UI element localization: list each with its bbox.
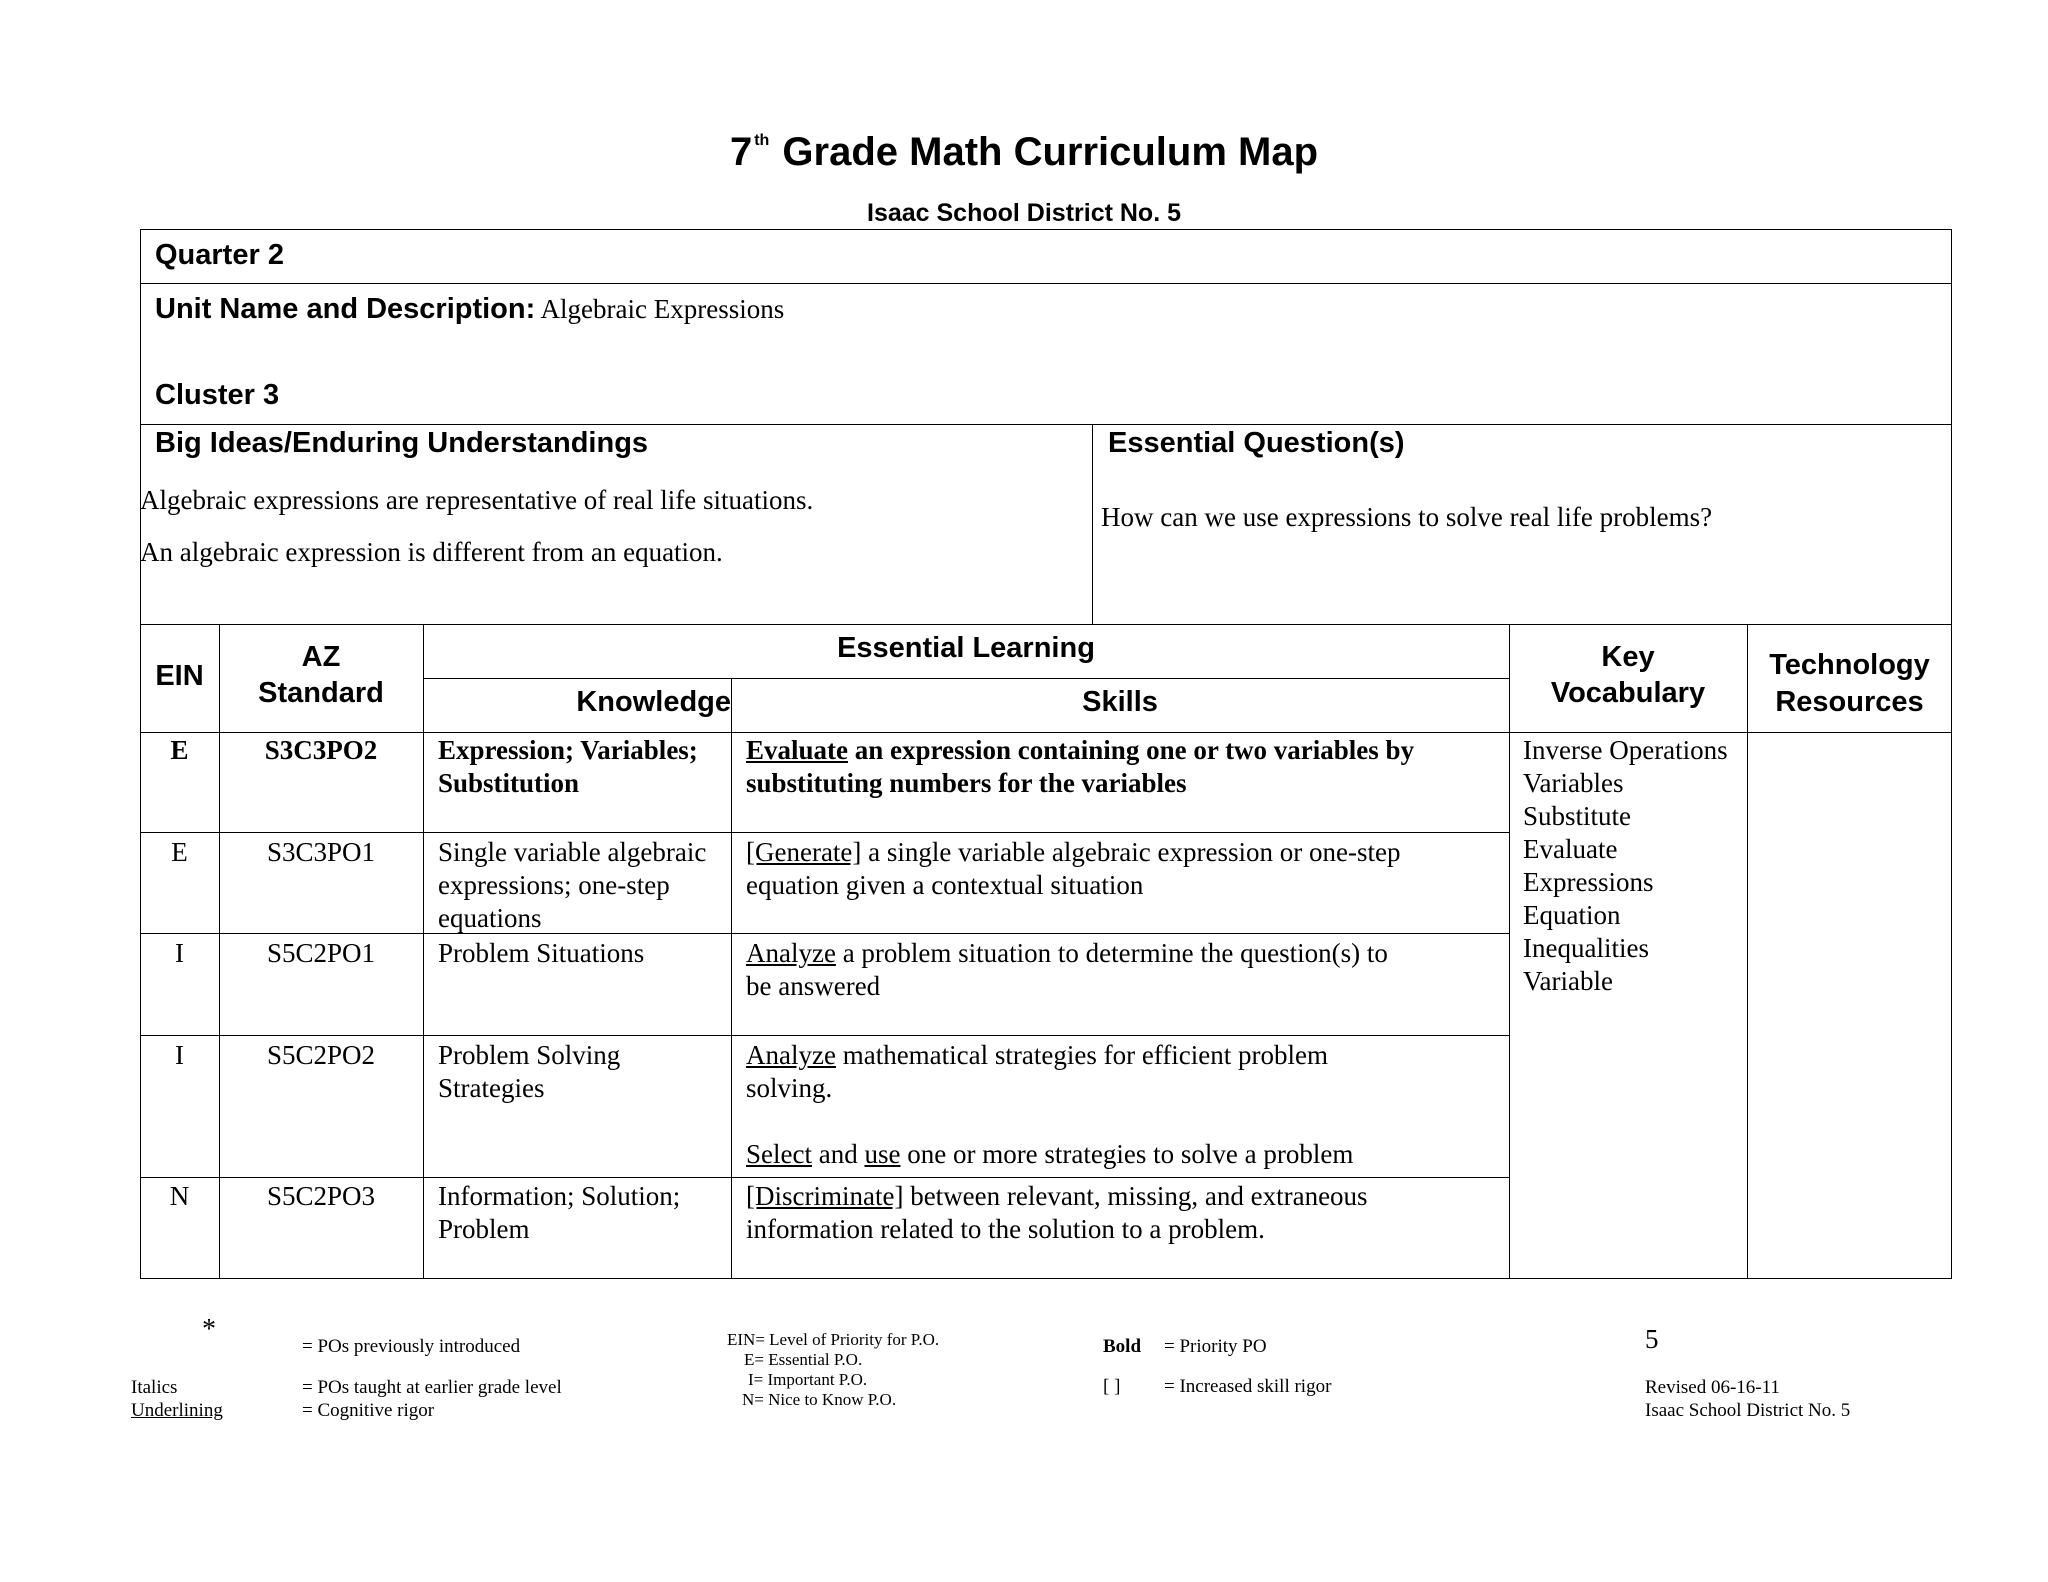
skills-cell: [Discriminate] between relevant, missing, and extraneous information related to the solution to a problem. bbox=[746, 1181, 1368, 1244]
ein-cell: I bbox=[175, 938, 184, 968]
legend-asterisk-desc: = POs previously introduced bbox=[302, 1336, 521, 1357]
legend-ein: EIN= Level of Priority for P.O. E= Essential P.O. I= Important P.O. N= Nice to Know P.O. bbox=[727, 1330, 940, 1409]
ein-cell: E bbox=[171, 837, 188, 867]
vocabulary-item: Variables bbox=[1523, 768, 1624, 798]
vocabulary-item: Equation bbox=[1523, 900, 1621, 930]
az-standard-header-2: Standard bbox=[258, 677, 384, 709]
ein-cell: I bbox=[175, 1040, 184, 1070]
page-subtitle: Isaac School District No. 5 bbox=[867, 199, 1181, 227]
skills-cell: Analyze mathematical strategies for efficient problem solving. Select and use one or more strategies to solve a problem bbox=[746, 1040, 1354, 1169]
page-title: 7 $^{th}$ Grade Math Curriculum Map bbox=[729, 130, 1319, 174]
essential-questions-heading: Essential Question(s) bbox=[1108, 427, 1405, 459]
ein-cell: E bbox=[170, 735, 189, 765]
row-divider bbox=[140, 1035, 1509, 1036]
ein-cell: N bbox=[169, 1181, 190, 1211]
standard-cell: S5C2PO1 bbox=[266, 938, 376, 968]
essential-question-text: How can we use expressions to solve real life problems? bbox=[1101, 502, 1713, 532]
standard-cell: S3C3PO2 bbox=[264, 735, 378, 765]
vocabulary-item: Inverse Operations bbox=[1523, 735, 1728, 765]
skills-cell: Analyze a problem situation to determine the question(s) to be answered bbox=[746, 938, 1388, 1001]
divider bbox=[140, 424, 1952, 425]
legend-brackets-desc: = Increased skill rigor bbox=[1164, 1376, 1332, 1397]
col-divider bbox=[1747, 624, 1748, 1279]
skills-header: Skills bbox=[1082, 686, 1158, 718]
knowledge-cell: Problem Solving Strategies bbox=[438, 1040, 621, 1103]
legend-underlining-desc: = Cognitive rigor bbox=[302, 1400, 435, 1421]
row-divider bbox=[140, 933, 1509, 934]
standard-cell: S5C2PO3 bbox=[266, 1181, 376, 1211]
divider bbox=[140, 283, 1952, 284]
ein-header: EIN bbox=[155, 660, 204, 692]
vocabulary-list bbox=[1523, 734, 1728, 998]
revised-date: Revised 06-16-11 bbox=[1645, 1377, 1780, 1398]
legend-bold: Bold bbox=[1103, 1336, 1142, 1357]
row-divider bbox=[140, 732, 1952, 733]
footer-district: Isaac School District No. 5 bbox=[1645, 1400, 1851, 1421]
vocabulary-item: Expressions bbox=[1523, 867, 1654, 897]
col-divider bbox=[423, 624, 424, 1279]
big-idea-item: An algebraic expression is different from an equation. bbox=[140, 537, 723, 567]
legend-bold-desc: = Priority PO bbox=[1164, 1336, 1267, 1357]
big-idea-item: Algebraic expressions are representative of real life situations. bbox=[140, 485, 814, 515]
unit-name: Unit Name and Description: Algebraic Expressions bbox=[155, 293, 785, 325]
key-vocabulary-header-2: Vocabulary bbox=[1550, 677, 1706, 709]
quarter-label: Quarter 2 bbox=[155, 239, 284, 271]
col-divider bbox=[1509, 624, 1510, 1279]
skills-cell: [Generate] a single variable algebraic expression or one-step equation given a contextual situation bbox=[746, 837, 1401, 900]
legend-italics: Italics bbox=[131, 1377, 178, 1398]
col-divider bbox=[731, 678, 732, 1279]
vocabulary-item: Evaluate bbox=[1523, 834, 1618, 864]
technology-header-2: Resources bbox=[1775, 686, 1924, 718]
standard-cell: S3C3PO1 bbox=[266, 837, 376, 867]
vocabulary-item: Substitute bbox=[1523, 801, 1632, 831]
vocabulary-item: Inequalities bbox=[1523, 933, 1649, 963]
row-divider bbox=[423, 678, 1509, 679]
knowledge-header: Knowledge bbox=[576, 686, 731, 718]
essential-learning-header: Essential Learning bbox=[837, 632, 1095, 664]
legend-asterisk: * bbox=[202, 1314, 216, 1345]
skills-cell: Evaluate an expression containing one or two variables by substituting numbers for the variables bbox=[746, 735, 1415, 798]
legend-underlining: Underlining bbox=[131, 1400, 223, 1421]
legend-italics-desc: = POs taught at earlier grade level bbox=[302, 1377, 562, 1398]
big-ideas-heading: Big Ideas/Enduring Understandings bbox=[155, 427, 649, 459]
standard-cell: S5C2PO2 bbox=[266, 1040, 376, 1070]
cluster-label: Cluster 3 bbox=[155, 379, 280, 411]
row-divider bbox=[140, 1177, 1509, 1178]
key-vocabulary-header-1: Key bbox=[1601, 641, 1655, 673]
knowledge-cell: Problem Situations bbox=[438, 938, 645, 968]
page-number: 5 bbox=[1645, 1324, 1659, 1354]
knowledge-cell: Expression; Variables; Substitution bbox=[438, 735, 698, 798]
knowledge-cell: Information; Solution; Problem bbox=[438, 1181, 681, 1244]
divider bbox=[1092, 424, 1093, 625]
row-divider bbox=[140, 832, 1509, 833]
vocabulary-item: Variable bbox=[1523, 966, 1613, 996]
az-standard-header-1: AZ bbox=[301, 641, 341, 673]
technology-header-1: Technology bbox=[1769, 649, 1930, 681]
legend-brackets: [ ] bbox=[1103, 1376, 1121, 1397]
knowledge-cell: Single variable algebraic expressions; one-step equations bbox=[438, 837, 707, 933]
